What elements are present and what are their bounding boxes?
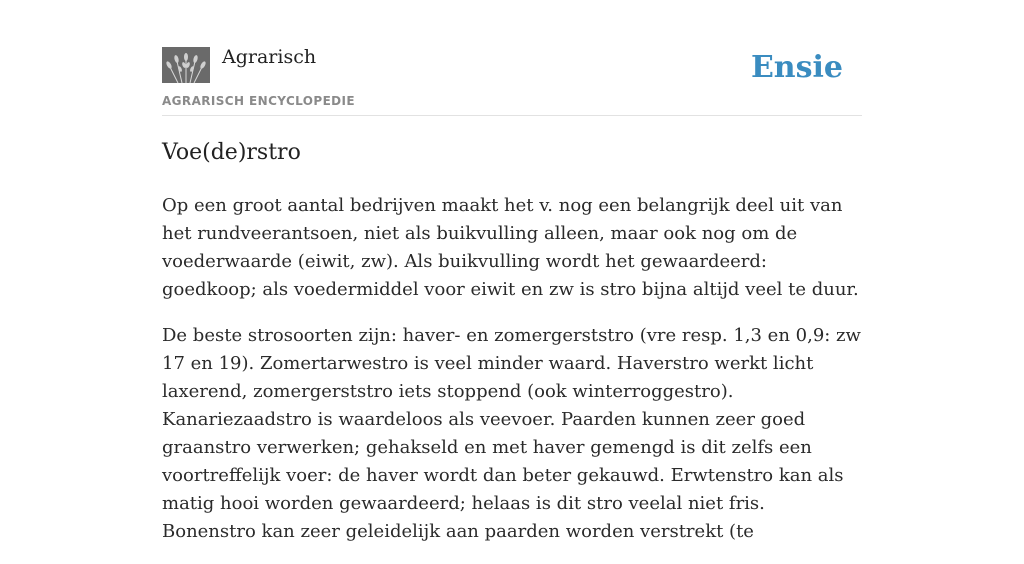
article-body [162, 192, 864, 564]
article-paragraph-1: Op een groot aantal bedrijven maakt het v. nog een belangrijk deel uit van het rundveerantsoen, niet als buikvulling alleen, maar ook nog om de voederwaarde (eiwit, zw). Als buikvulling wordt het gewaardeerd: goedkoop; als voedermiddel voor eiwit en zw is stro bijna altijd veel te duur. [162, 195, 859, 300]
article-paragraph-2: De beste strosoorten zijn: haver- en zomergerststro (vre resp. 1,3 en 0,9: zw 17 en 19). Zomertarwestro is veel minder waard. Haverstro werkt licht laxerend, zomergerststro iets stoppend (ook winterroggestro). Kanariezaadstro is waardeloos als veevoer. Paarden kunnen zeer goed graanstro verwerken; gehakseld en met haver gemengd is dit zelfs een voortreffelijk voer: de haver wordt dan beter gekauwd. Erwtenstro kan als matig hooi worden gewaardeerd; helaas is dit stro veelal niet fris. Bonenstro kan zeer geleidelijk aan paarden worden verstrekt (te [162, 325, 861, 542]
brand-logo-link[interactable]: Ensie [750, 50, 843, 85]
site-subtitle: AGRARISCH ENCYCLOPEDIE [162, 94, 355, 108]
wheat-icon[interactable] [162, 47, 210, 83]
site-name[interactable]: Agrarisch [222, 46, 317, 68]
page-title: Voe(de)rstro [162, 140, 301, 165]
site-header [162, 0, 862, 116]
page-container [162, 0, 862, 542]
